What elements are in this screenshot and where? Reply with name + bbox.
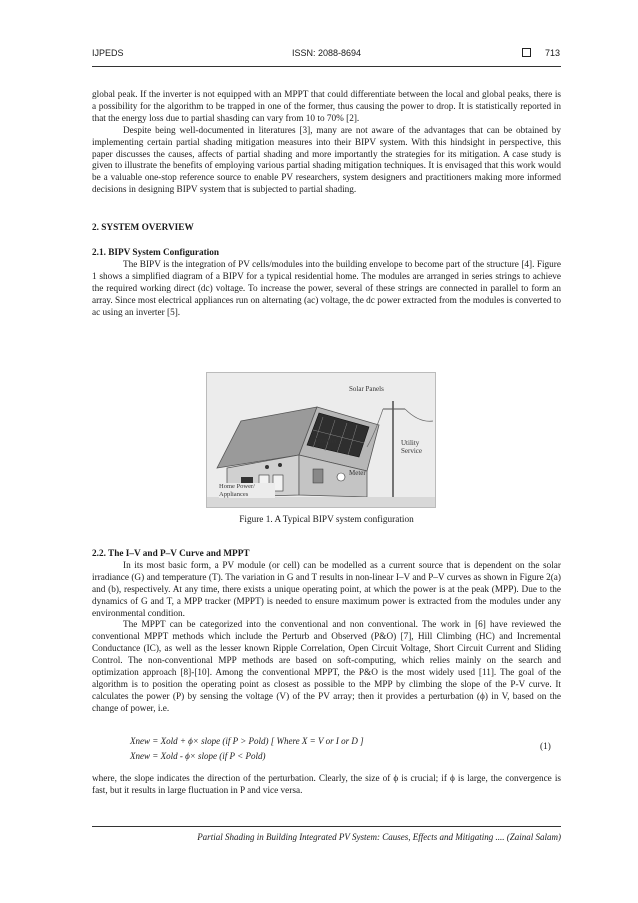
body-text-mid bbox=[92, 549, 561, 716]
meter-label: Meter bbox=[349, 469, 366, 477]
equation-line-2: Xnew = Xold - ϕ× slope (if P < Pold) bbox=[130, 751, 266, 761]
utility-label: Utility Service bbox=[401, 439, 422, 455]
body-text-top bbox=[92, 90, 561, 320]
checkbox-icon bbox=[522, 48, 531, 57]
subsection-heading: 2.2. The I–V and P–V Curve and MPPT bbox=[92, 549, 250, 559]
subsection-heading: 2.1. BIPV System Configuration bbox=[92, 248, 220, 259]
paragraph: The BIPV is the integration of PV cells/modules into the building envelope to become part of the structure [4]. Figure 1 shows a simplified diagram of a BIPV for a typical residential home. The modules are arranged in series strings to achieve the required working direct (dc) voltage. To increase the power, several of these strings are connected in parallel to form an array. Since most electrical appliances run on alternating (ac) voltage, the dc power extracted from the modules is converted to ac using an inverter [5]. bbox=[92, 259, 561, 318]
issn: ISSN: 2088-8694 bbox=[292, 48, 362, 58]
header-rule bbox=[92, 66, 561, 67]
footer-rule bbox=[92, 826, 561, 827]
home-power-label: Home Power/ Appliances bbox=[219, 483, 275, 498]
paragraph: where, the slope indicates the direction of the perturbation. Clearly, the size of ϕ is crucial; if ϕ is large, the convergence is fast, but it results in large fluctuation in P and vice versa. bbox=[92, 774, 561, 796]
body-text-bottom bbox=[92, 774, 561, 798]
page-number-wrap bbox=[522, 48, 560, 58]
running-footer: Partial Shading in Building Integrated PV System: Causes, Effects and Mitigating .... (Zainal Salam) bbox=[197, 832, 561, 842]
solar-panels-label: Solar Panels bbox=[349, 385, 384, 393]
inverter-label: Inverter bbox=[315, 437, 338, 445]
equation-number: (1) bbox=[540, 742, 551, 752]
paragraph: global peak. If the inverter is not equipped with an MPPT that could differentiate between the local and global peaks, there is a possibility for the algorithm to be trapped in one of the former, thus causing the power to drop. It is statistically reported in that the energy loss due to partial shasding can vary from 10 to 70% [2]. bbox=[92, 90, 561, 124]
equation-line-1: Xnew = Xold + ϕ× slope (if P > Pold) [ Where X = V or I or D ] bbox=[130, 736, 364, 746]
page-number: 713 bbox=[544, 48, 560, 58]
running-header bbox=[92, 48, 560, 64]
journal-name: IJPEDS bbox=[92, 48, 124, 58]
paragraph: The MPPT can be categorized into the conventional and non conventional. The work in [6] have reviewed the conventional MPPT methods which include the Perturb and Observed (P&O) [7], Hill Climbing (HC) and Incremental Conductance (IC), as well as the lesser known Ripple Correlation, Open Circuit Voltage, Short Circuit Current and Sliding Control. The non-conventional MPP methods are based on soft-computing, which relies mainly on the search and optimization approach [8]-[10]. Among the conventional MPPT, the P&O is the most widely used [11]. The goal of the algorithm is to position the operating point as closest as possible to the MPP by climbing the slope of the P-V curve. It calculates the power (P) by sensing the voltage (V) of the PV array; then it provides a perturbation (ϕ) in V, based on the change of power, i.e. bbox=[92, 620, 561, 714]
figure-caption: Figure 1. A Typical BIPV system configuration bbox=[239, 515, 414, 525]
figure-bipv-house bbox=[206, 372, 436, 508]
paragraph: Despite being well-documented in literatures [3], many are not aware of the advantages that can be obtained by implementing certain partial shading mitigation measures into their BIPV system. With this hindsight in perspective, this paper discusses the causes, affects of partial shading and more importantly the strategies for its mitigation. A case study is given to illustrate the benefits of employing various partial shading mitigation techniques. It is envisaged that this work would be a valuable one-stop reference source to enable PV researchers, system designers and practitioners making more informed decisions in designing BIPV system that is subjected to partial shading. bbox=[92, 125, 561, 196]
section-heading: 2. SYSTEM OVERVIEW bbox=[92, 223, 194, 234]
paragraph: In its most basic form, a PV module (or cell) can be modelled as a current source that is dependent on the solar irradiance (G) and temperature (T). The variation in G and T results in non-linear I–V and P–V curves as shown in Figure 2(a) and (b), respectively. At any time, there exists a unique operating point, at which the power is at the peak (MPP). Due to the dynamics of G and T, a MPP tracker (MPPT) is needed to ensure maximum power is extracted from the modules under any environmental condition. bbox=[92, 560, 561, 619]
